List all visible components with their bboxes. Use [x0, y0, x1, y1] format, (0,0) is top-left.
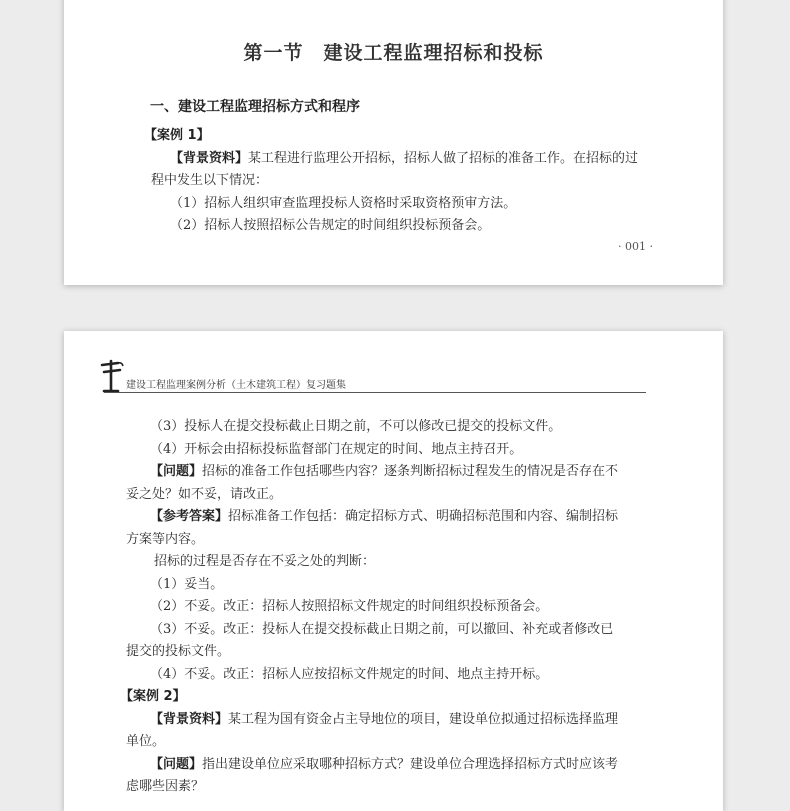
page-number: · 001 · [618, 240, 653, 253]
judgement-intro: 招标的过程是否存在不妥之处的判断： [154, 554, 376, 569]
answer-line-1: 招标准备工作包括：确定招标方式、明确招标范围和内容、编制招标 [228, 509, 619, 524]
background-text-line-1: 某工程进行监理公开招标，招标人做了招标的准备工作。在招标的过 [248, 150, 639, 166]
section-heading: 一、建设工程监理招标方式和程序 [150, 99, 360, 115]
document-page-1 [64, 0, 723, 285]
situation-item-4: （4）开标会由招标投标监督部门在规定的时间、地点主持召开。 [150, 441, 523, 457]
answer-tag: 【参考答案】 [150, 509, 229, 524]
answer-item-2: （2）不妥。改正：招标人按照招标文件规定的时间组织投标预备会。 [150, 599, 549, 614]
case-2-question-line-2: 虑哪些因素？ [126, 779, 205, 794]
answer-item-3-line-2: 提交的投标文件。 [126, 644, 231, 659]
background-text-line-2: 程中发生以下情况： [151, 173, 269, 188]
question-line-1: 招标的准备工作包括哪些内容？逐条判断招标过程发生的情况是否存在不 [202, 464, 619, 479]
answer-item-1: （1）妥当。 [150, 576, 224, 592]
situation-item-3: （3）投标人在提交投标截止日期之前，不可以修改已提交的投标文件。 [150, 419, 562, 434]
document-page-2 [64, 331, 723, 811]
background-tag: 【背景资料】 [170, 150, 249, 166]
chapter-title: 第一节 建设工程监理招标和投标 [243, 42, 544, 64]
situation-item-1: （1）招标人组织审查监理投标人资格时采取资格预审方法。 [170, 195, 517, 211]
question-line-2: 妥之处？如不妥，请改正。 [126, 486, 283, 502]
case-2-background-tag: 【背景资料】 [150, 711, 229, 727]
case-2-background-line-2: 单位。 [126, 734, 166, 749]
header-rule [104, 392, 646, 393]
running-head [100, 359, 646, 395]
case-2-label: 【案例 2】 [120, 689, 186, 704]
question-tag: 【问题】 [150, 464, 203, 479]
case-2-question-line-1: 指出建设单位应采取哪种招标方式？建设单位合理选择招标方式时应该考 [202, 756, 619, 772]
case-2-question-tag: 【问题】 [150, 756, 203, 772]
case-2-background-line-1: 某工程为国有资金占主导地位的项目，建设单位拟通过招标选择监理 [228, 711, 619, 727]
situation-item-2: （2）招标人按照招标公告规定的时间组织投标预备会。 [170, 218, 491, 233]
running-head-title: 建设工程监理案例分析（土木建筑工程）复习题集 [126, 380, 346, 391]
case-1-label: 【案例 1】 [144, 128, 210, 143]
answer-item-4: （4）不妥。改正：招标人应按招标文件规定的时间、地点主持开标。 [150, 666, 549, 682]
answer-item-3-line-1: （3）不妥。改正：投标人在提交投标截止日期之前，可以撤回、补充或者修改已 [150, 621, 614, 637]
answer-line-2: 方案等内容。 [126, 531, 205, 547]
